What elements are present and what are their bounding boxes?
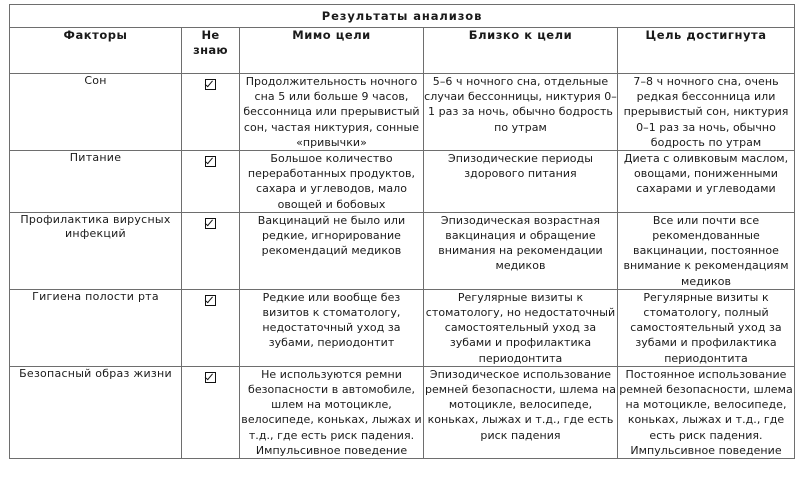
- cell-reached: 7–8 ч ночного сна, очень редкая бессонница или прерывистый сон, никтурия 0–1 раз за ночь, обычно бодрость по утрам: [618, 74, 795, 151]
- checked-checkbox-icon[interactable]: [205, 218, 216, 229]
- table-row: [10, 366, 795, 458]
- column-header-factor: Факторы: [10, 28, 182, 74]
- table-row: [10, 74, 795, 151]
- column-header-unknown-line2: знаю: [193, 43, 228, 57]
- checked-checkbox-icon[interactable]: [205, 295, 216, 306]
- cell-miss: Не используются ремни безопасности в автомобиле, шлем на мотоцикле, велосипеде, коньках, лыжах и т.д., где есть риск падения. Импульсивное поведение: [241, 367, 422, 457]
- cell-reached: Регулярные визиты к стоматологу, полный самостоятельный уход за зубами и профилактика периодонтита: [618, 289, 795, 366]
- cell-miss: Большое количество переработанных продуктов, сахара и углеводов, мало овощей и бобовых: [240, 151, 424, 213]
- cell-close: Регулярные визиты к стоматологу, но недостаточный самостоятельный уход за зубами и профилактика периодонтита: [424, 289, 618, 366]
- column-header-unknown-line1: Не: [201, 28, 220, 42]
- analysis-results-table: [9, 4, 795, 459]
- cell-unknown-checkbox[interactable]: [182, 151, 240, 213]
- cell-miss: Редкие или вообще без визитов к стоматологу, недостаточный уход за зубами, периодонтит: [240, 289, 424, 366]
- column-header-miss: Мимо цели: [240, 28, 424, 74]
- cell-unknown-checkbox[interactable]: [182, 74, 240, 151]
- column-header-close: Близко к цели: [424, 28, 618, 74]
- cell-miss: Вакцинаций не было или редкие, игнорирование рекомендаций медиков: [240, 212, 424, 289]
- column-header-reached: Цель достигнута: [618, 28, 795, 74]
- cell-unknown-checkbox[interactable]: [182, 212, 240, 289]
- column-header-unknown: [182, 28, 240, 74]
- cell-factor: Сон: [10, 74, 182, 151]
- table-row: [10, 212, 795, 289]
- cell-factor: Питание: [10, 151, 182, 213]
- cell-miss: Продолжительность ночного сна 5 или больше 9 часов, бессонница или прерывистый сон, частая никтурия, сонные «привычки»: [240, 74, 424, 151]
- cell-factor: Безопасный образ жизни: [10, 366, 182, 458]
- cell-unknown-checkbox[interactable]: [182, 289, 240, 366]
- cell-close: Эпизодические периоды здорового питания: [424, 151, 618, 213]
- checked-checkbox-icon[interactable]: [205, 372, 216, 383]
- cell-reached: Диета с оливковым маслом, овощами, пониженными сахарами и углеводами: [618, 151, 795, 213]
- cell-close: Эпизодическое использование ремней безопасности, шлема на мотоцикле, велосипеде, коньках, лыжах и т.д., где есть риск падения: [424, 366, 618, 458]
- checked-checkbox-icon[interactable]: [205, 79, 216, 90]
- table-title: Результаты анализов: [10, 5, 795, 28]
- checked-checkbox-icon[interactable]: [205, 156, 216, 167]
- cell-reached: Все или почти все рекомендованные вакцинации, постоянное внимание к рекомендациям медиков: [618, 212, 795, 289]
- table-title-row: [10, 5, 795, 28]
- table-row: [10, 289, 795, 366]
- table-header-row: [10, 28, 795, 74]
- cell-factor: Гигиена полости рта: [10, 289, 182, 366]
- cell-factor: Профилактика вирусных инфекций: [10, 212, 182, 289]
- cell-close: Эпизодическая возрастная вакцинация и обращение внимания на рекомендации медиков: [424, 212, 618, 289]
- table-row: [10, 151, 795, 213]
- cell-close: 5–6 ч ночного сна, отдельные случаи бессонницы, никтурия 0–1 раз за ночь, обычно бодрость по утрам: [424, 74, 618, 151]
- cell-unknown-checkbox[interactable]: [182, 366, 240, 458]
- cell-reached: Постоянное использование ремней безопасности, шлема на мотоцикле, велосипеде, коньках, лыжах и т.д., где есть риск падения. Импульсивное поведение: [619, 367, 793, 457]
